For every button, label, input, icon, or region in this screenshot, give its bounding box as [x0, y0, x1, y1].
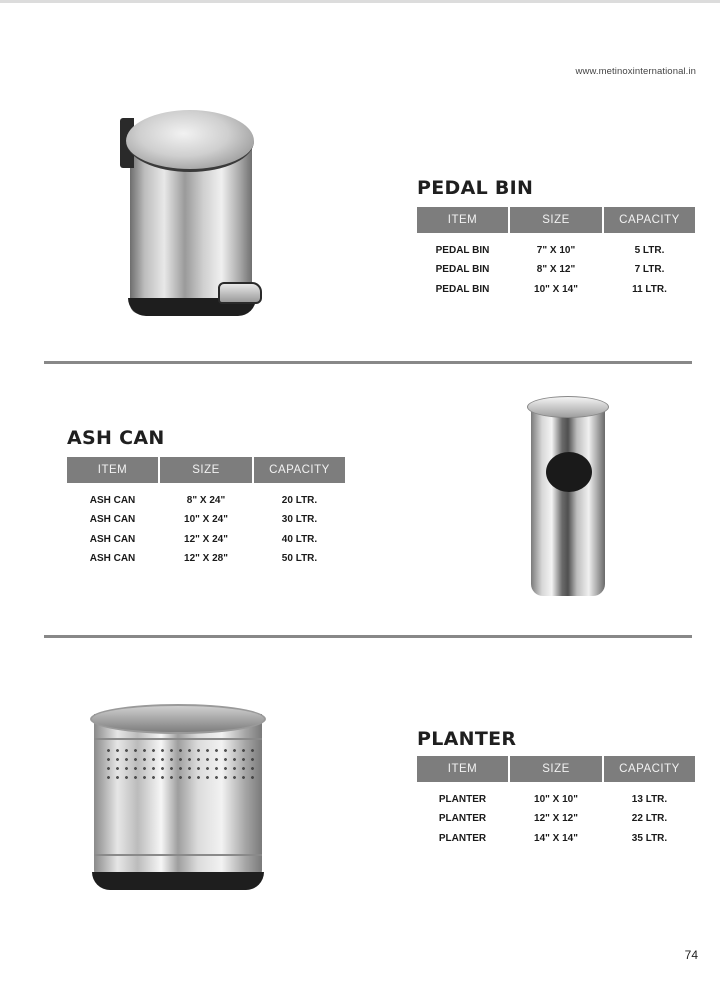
cell-size: 14" X 14": [534, 832, 578, 844]
table-row: [417, 782, 695, 809]
cell-capacity: 30 LTR.: [281, 514, 318, 526]
planter-base: [92, 872, 264, 890]
table-row: [417, 829, 695, 849]
page-number: 74: [684, 948, 698, 962]
cell-item: PLANTER: [438, 832, 487, 844]
top-border: [0, 0, 720, 3]
cell-size: 10" X 10": [534, 794, 578, 805]
spec-table-planter: [415, 756, 697, 848]
cell-size: 12" X 28": [184, 553, 228, 565]
column-header-capacity: CAPACITY: [604, 756, 695, 782]
cell-item: ASH CAN: [89, 533, 136, 545]
planter-perforations: [104, 746, 254, 782]
ash-can-image: [527, 396, 611, 602]
column-header-size: SIZE: [510, 207, 602, 233]
table-row: [67, 549, 345, 569]
cell-capacity: 7 LTR.: [634, 264, 665, 276]
cell-capacity: 13 LTR.: [631, 794, 668, 805]
planter-image: [90, 704, 268, 894]
column-header-capacity: CAPACITY: [604, 207, 695, 233]
pedal-bin-image: [120, 110, 266, 326]
cell-item: PEDAL BIN: [435, 283, 490, 295]
ash-can-body: [531, 406, 605, 596]
cell-item: PLANTER: [438, 813, 487, 825]
table-row: [417, 260, 695, 280]
website-url: www.metinoxinternational.in: [575, 66, 696, 77]
cell-capacity: 40 LTR.: [281, 533, 318, 545]
ash-can-top: [527, 396, 609, 418]
cell-item: ASH CAN: [89, 495, 136, 506]
cell-size: 8" X 24": [186, 495, 226, 506]
cell-capacity: 50 LTR.: [281, 553, 318, 565]
cell-capacity: 11 LTR.: [632, 283, 667, 295]
table-row: [417, 809, 695, 829]
cell-size: 10" X 14": [534, 283, 578, 295]
cell-item: PEDAL BIN: [435, 264, 490, 276]
table-row: [417, 280, 695, 300]
cell-capacity: 35 LTR.: [631, 832, 668, 844]
table-row: [67, 483, 345, 510]
section-title-planter: PLANTER: [417, 728, 517, 750]
table-row: [67, 530, 345, 550]
pedal-bin-lid: [126, 110, 254, 172]
section-divider: [44, 635, 692, 638]
column-header-item: ITEM: [417, 207, 508, 233]
pedal-bin-pedal: [218, 282, 262, 304]
cell-item: PEDAL BIN: [435, 245, 490, 256]
cell-item: ASH CAN: [89, 553, 136, 565]
planter-band: [94, 854, 262, 856]
cell-item: ASH CAN: [89, 514, 136, 526]
cell-capacity: 22 LTR.: [631, 813, 668, 825]
column-header-item: ITEM: [417, 756, 508, 782]
cell-size: 12" X 24": [184, 533, 228, 545]
section-title-ash-can: ASH CAN: [67, 427, 165, 449]
cell-size: 10" X 24": [184, 514, 228, 526]
column-header-size: SIZE: [160, 457, 252, 483]
column-header-capacity: CAPACITY: [254, 457, 345, 483]
cell-item: PLANTER: [438, 794, 487, 805]
planter-band: [94, 738, 262, 740]
ash-can-opening: [546, 452, 592, 492]
cell-size: 7" X 10": [536, 245, 576, 256]
column-header-size: SIZE: [510, 756, 602, 782]
cell-capacity: 5 LTR.: [634, 245, 665, 256]
cell-size: 8" X 12": [536, 264, 576, 276]
table-row: [67, 510, 345, 530]
table-row: [417, 233, 695, 260]
planter-rim: [90, 704, 266, 734]
section-title-pedal-bin: PEDAL BIN: [417, 177, 534, 199]
section-divider: [44, 361, 692, 364]
cell-size: 12" X 12": [534, 813, 578, 825]
spec-table-pedal-bin: [415, 207, 697, 299]
spec-table-ash-can: [65, 457, 347, 569]
column-header-item: ITEM: [67, 457, 158, 483]
cell-capacity: 20 LTR.: [281, 495, 318, 506]
